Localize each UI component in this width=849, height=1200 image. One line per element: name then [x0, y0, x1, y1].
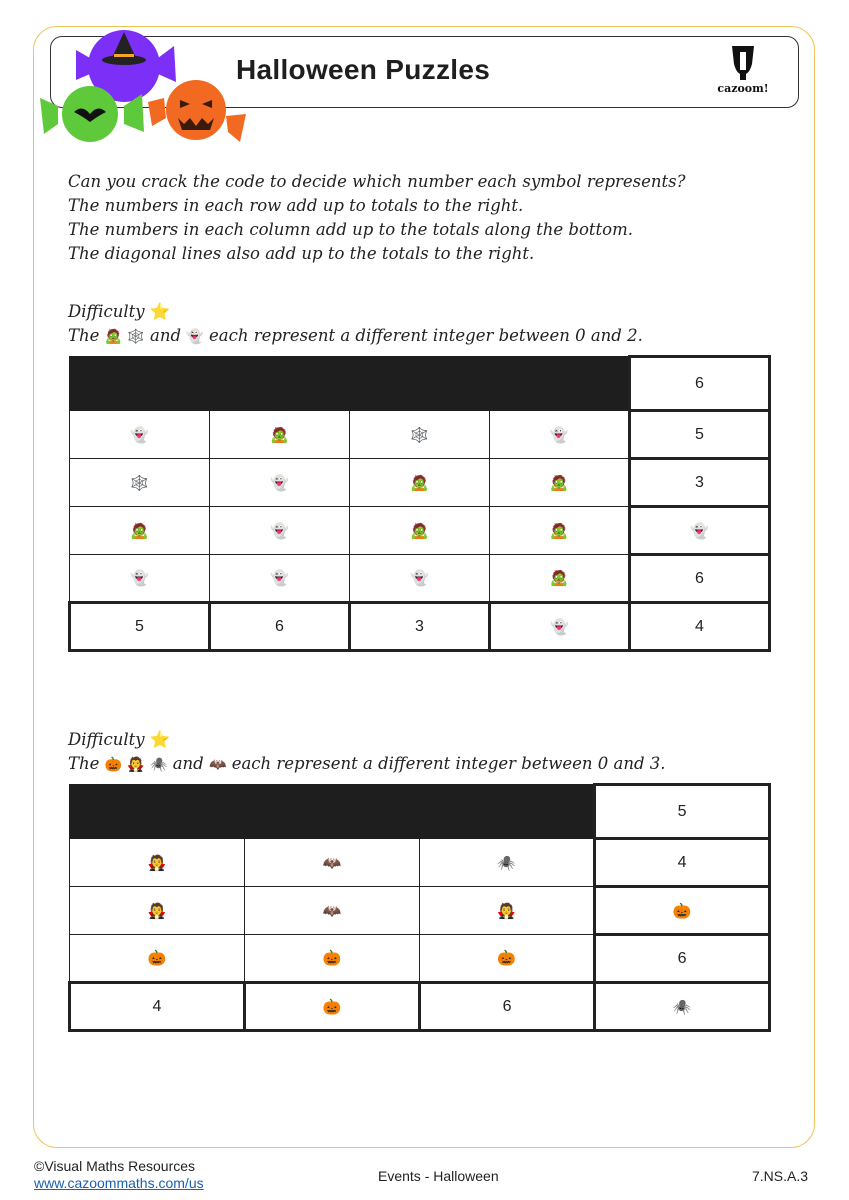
spider-web-icon: 🕸️ — [127, 329, 145, 345]
grid-cell: 🧟 — [350, 507, 490, 555]
grid-cell: 🦇 — [245, 887, 420, 935]
spider-icon: 🕷️ — [150, 757, 168, 773]
grid-cell: 🧟 — [490, 507, 630, 555]
footer-credits — [34, 1158, 204, 1192]
column-total: 3 — [350, 603, 490, 651]
column-total: 🎃 — [245, 983, 420, 1031]
grid-cell: 🎃 — [420, 935, 595, 983]
header-bar — [70, 785, 595, 839]
column-total: 6 — [210, 603, 350, 651]
grid-cell: 🧛 — [420, 887, 595, 935]
row-total: 3 — [630, 459, 770, 507]
puzzle1-difficulty — [68, 300, 170, 324]
grid-cell: 👻 — [210, 459, 350, 507]
website-link[interactable]: www.cazoommaths.com/us — [34, 1175, 204, 1191]
statement-prefix: The — [68, 326, 100, 345]
row-total: 🎃 — [595, 887, 770, 935]
trophy-icon — [712, 42, 774, 82]
difficulty-label: Difficulty — [68, 302, 145, 321]
page-title: Halloween Puzzles — [236, 54, 491, 85]
instruction-line: The numbers in each column add up to the totals along the bottom. — [68, 220, 633, 239]
row-total: 👻 — [630, 507, 770, 555]
statement-suffix: each represent a different integer between 0 and 2. — [209, 326, 643, 345]
copyright-text: ©Visual Maths Resources — [34, 1158, 196, 1174]
instructions — [68, 170, 686, 266]
vampire-icon: 🧛 — [127, 757, 145, 773]
grid-cell: 🧛 — [70, 887, 245, 935]
star-icon: ⭐ — [149, 730, 171, 749]
grid-cell: 🧟 — [70, 507, 210, 555]
puzzle2-grid — [68, 783, 771, 1032]
grid-cell: 👻 — [490, 411, 630, 459]
grid-cell: 🦇 — [245, 839, 420, 887]
star-icon: ⭐ — [149, 302, 171, 321]
instruction-line: The diagonal lines also add up to the totals to the right. — [68, 244, 535, 263]
puzzle1-statement — [68, 324, 643, 349]
statement-suffix: each represent a different integer between 0 and 3. — [231, 754, 666, 773]
column-total: 4 — [70, 983, 245, 1031]
bat-icon: 🦇 — [209, 757, 227, 773]
grid-cell: 🎃 — [70, 935, 245, 983]
statement-mid: and — [150, 326, 182, 345]
grid-cell: 🧟 — [210, 411, 350, 459]
pumpkin-icon: 🎃 — [104, 757, 123, 773]
diagonal-total: 4 — [630, 603, 770, 651]
diagonal-total: 5 — [595, 785, 770, 839]
grid-cell: 👻 — [210, 555, 350, 603]
puzzle2-difficulty — [68, 728, 170, 752]
footer-category: Events - Halloween — [378, 1168, 499, 1184]
puzzle1-grid — [68, 355, 771, 652]
row-total: 5 — [630, 411, 770, 459]
logo-text: cazoom! — [717, 82, 769, 95]
column-total: 👻 — [490, 603, 630, 651]
grid-cell: 👻 — [210, 507, 350, 555]
ghost-icon: 👻 — [186, 329, 204, 345]
grid-cell: 🎃 — [245, 935, 420, 983]
instruction-line: Can you crack the code to decide which number each symbol represents? — [68, 172, 686, 191]
grid-cell: 🧛 — [70, 839, 245, 887]
grid-cell: 🧟 — [490, 459, 630, 507]
statement-mid: and — [172, 754, 204, 773]
row-total: 6 — [630, 555, 770, 603]
grid-cell: 🕸️ — [350, 411, 490, 459]
diagonal-total: 🕷️ — [595, 983, 770, 1031]
halloween-candies-icon — [40, 28, 250, 144]
grid-cell: 🧟 — [350, 459, 490, 507]
grid-cell: 👻 — [350, 555, 490, 603]
grid-cell: 👻 — [70, 555, 210, 603]
grid-cell: 🧟 — [490, 555, 630, 603]
row-total: 4 — [595, 839, 770, 887]
cazoom-logo — [712, 42, 774, 98]
footer-standard: 7.NS.A.3 — [752, 1168, 809, 1184]
column-total: 5 — [70, 603, 210, 651]
instruction-line: The numbers in each row add up to totals to the right. — [68, 196, 524, 215]
grid-cell: 🕸️ — [70, 459, 210, 507]
statement-prefix: The — [68, 754, 100, 773]
grid-cell: 👻 — [70, 411, 210, 459]
difficulty-label: Difficulty — [68, 730, 145, 749]
diagonal-total: 6 — [630, 357, 770, 411]
header-bar — [70, 357, 630, 411]
grid-cell: 🕷️ — [420, 839, 595, 887]
puzzle2-statement — [68, 752, 666, 777]
row-total: 6 — [595, 935, 770, 983]
zombie-icon: 🧟 — [104, 329, 123, 345]
column-total: 6 — [420, 983, 595, 1031]
